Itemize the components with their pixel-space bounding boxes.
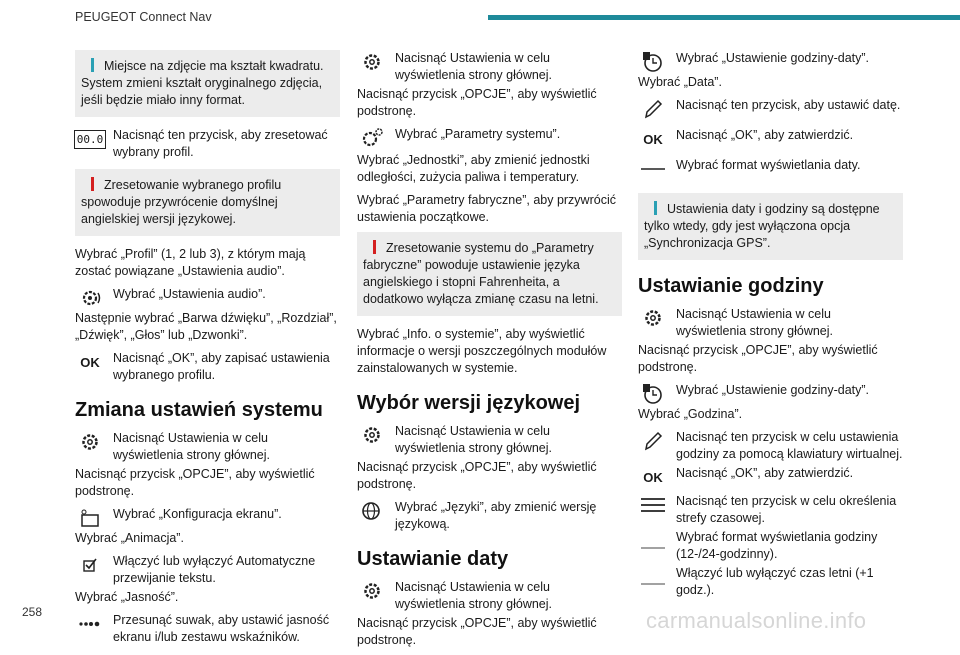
warning-text: Zresetowanie systemu do „Parametry fabryczne” powoduje ustawienie języka angielskiego i stopni Fahrenheita, a dodatkowo wyłącza zmianę czasu na letni. — [363, 241, 599, 306]
step-text: Wybrać „Ustawienia audio”. — [113, 287, 266, 301]
column-1 — [75, 50, 340, 648]
step-dst — [638, 565, 903, 599]
pencil-icon — [638, 98, 668, 120]
step-settings — [357, 579, 622, 613]
step-text: Nacisnąć „OK”, aby zatwierdzić. — [676, 128, 854, 142]
paragraph: Nacisnąć przycisk „OPCJE”, aby wyświetlić podstronę. — [75, 467, 315, 498]
paragraph: Następnie wybrać „Barwa dźwięku”, „Rozdział”, „Dźwięk”, „Głos” lub „Dzwonki”. — [75, 311, 337, 342]
step-format — [638, 157, 903, 179]
step-audio — [75, 286, 340, 308]
gear-icon — [357, 51, 387, 73]
step-scroll — [75, 553, 340, 587]
step-text: Wybrać „Parametry systemu”. — [395, 127, 561, 141]
paragraph: Wybrać „Animacja”. — [75, 531, 184, 545]
paragraph: Wybrać „Jasność”. — [75, 590, 179, 604]
paragraph: Nacisnąć przycisk „OPCJE”, aby wyświetlić podstronę. — [638, 343, 878, 374]
menu-lines-icon — [638, 494, 668, 516]
section-heading: Wybór wersji językowej — [357, 392, 581, 414]
step-reset — [75, 127, 340, 161]
header-title: PEUGEOT Connect Nav — [75, 10, 212, 24]
step-text: Nacisnąć „OK”, aby zatwierdzić. — [676, 466, 854, 480]
clock-calendar-icon — [638, 383, 668, 405]
info-box — [75, 50, 340, 117]
warning-box — [75, 169, 340, 236]
step-text: Nacisnąć Ustawienia w celu wyświetlenia strony głównej. — [395, 51, 553, 82]
gear-icon — [357, 580, 387, 602]
step-settings — [638, 306, 903, 340]
info-marker-icon — [654, 201, 657, 215]
step-text: Wybrać „Języki”, aby zmienić wersję językową. — [395, 500, 597, 531]
step-settings — [357, 423, 622, 457]
step-text: Wybrać format wyświetlania godziny (12-/24-godzinny). — [676, 530, 878, 561]
step-ok — [638, 465, 903, 487]
gear-icon — [638, 307, 668, 329]
column-2 — [357, 50, 622, 655]
paragraph: Wybrać „Godzina”. — [638, 407, 743, 421]
step-ok — [75, 350, 340, 384]
reset-button-icon: 00.0 — [75, 128, 105, 150]
step-datetime — [638, 382, 903, 404]
step-datetime — [638, 50, 903, 72]
step-language — [357, 499, 622, 533]
pencil-icon — [638, 430, 668, 452]
step-text: Wybrać „Ustawienie godziny-daty”. — [676, 51, 870, 65]
step-brightness — [75, 612, 340, 646]
info-text: Ustawienia daty i godziny są dostępne tylko wtedy, gdy jest wyłączona opcja „Synchronizacja GPS”. — [644, 202, 880, 250]
step-screen — [75, 506, 340, 528]
step-pencil — [638, 97, 903, 119]
warning-text: Zresetowanie wybranego profilu spowoduje przywrócenie domyślnej angielskiej wersji językowej. — [81, 178, 282, 226]
step-text: Nacisnąć Ustawienia w celu wyświetlenia strony głównej. — [113, 431, 271, 462]
step-timezone — [638, 493, 903, 527]
paragraph: Nacisnąć przycisk „OPCJE”, aby wyświetlić podstronę. — [357, 87, 597, 118]
info-box — [638, 193, 903, 260]
slider-dots-icon — [75, 613, 105, 635]
ok-icon: OK — [643, 131, 663, 147]
step-text: Nacisnąć Ustawienia w celu wyświetlenia strony głównej. — [676, 307, 834, 338]
step-hour-format — [638, 529, 903, 563]
step-text: Nacisnąć Ustawienia w celu wyświetlenia strony głównej. — [395, 580, 553, 611]
warning-marker-icon — [373, 240, 376, 254]
audio-settings-icon — [75, 287, 105, 309]
screen-brightness-icon — [75, 507, 105, 529]
section-heading: Ustawianie daty — [357, 548, 509, 570]
paragraph: Wybrać „Parametry fabryczne”, aby przywrócić ustawienia początkowe. — [357, 193, 616, 224]
section-heading: Zmiana ustawień systemu — [75, 399, 323, 421]
paragraph: Wybrać „Jednostki”, aby zmienić jednostki odległości, zużycia paliwa i temperatury. — [357, 153, 590, 184]
step-text: Nacisnąć ten przycisk, aby zresetować wybrany profil. — [113, 128, 328, 159]
paragraph: Wybrać „Data”. — [638, 75, 722, 89]
step-text: Włączyć lub wyłączyć czas letni (+1 godz.). — [676, 566, 874, 597]
column-3 — [638, 50, 903, 601]
step-settings — [357, 50, 622, 84]
step-settings — [75, 430, 340, 464]
step-text: Nacisnąć ten przycisk w celu ustawienia godziny za pomocą klawiatury wirtualnej. — [676, 430, 903, 461]
step-ok — [638, 127, 903, 149]
page-number: 258 — [22, 605, 43, 619]
step-text: Przesunąć suwak, aby ustawić jasność ekranu i/lub zestawu wskaźników. — [113, 613, 330, 644]
checkbox-icon — [75, 554, 105, 576]
step-text: Wybrać format wyświetlania daty. — [676, 158, 861, 172]
paragraph: Nacisnąć przycisk „OPCJE”, aby wyświetlić podstronę. — [357, 616, 597, 647]
step-text: Wybrać „Ustawienie godziny-daty”. — [676, 383, 870, 397]
gear-icon — [75, 431, 105, 453]
paragraph: Wybrać „Profil” (1, 2 lub 3), z którym mają zostać powiązane „Ustawienia audio”. — [75, 247, 306, 278]
paragraph: Nacisnąć przycisk „OPCJE”, aby wyświetlić podstronę. — [357, 460, 597, 491]
gear-icon — [357, 424, 387, 446]
warning-marker-icon — [91, 177, 94, 191]
toggle-line-icon — [638, 566, 668, 588]
clock-calendar-icon — [638, 51, 668, 73]
step-text: Nacisnąć „OK”, aby zapisać ustawienia wybranego profilu. — [113, 351, 330, 382]
toggle-line-icon — [638, 530, 668, 552]
info-marker-icon — [91, 58, 94, 72]
paragraph: Wybrać „Info. o systemie”, aby wyświetlić informacje o wersji poszczególnych modułów zainstalowanych w systemie. — [357, 327, 607, 375]
step-params — [357, 126, 622, 148]
info-text: Miejsce na zdjęcie ma kształt kwadratu. System zmieni kształt oryginalnego zdjęcia, jeśli będzie miało inny format. — [81, 59, 324, 107]
ok-icon: OK — [80, 354, 100, 370]
format-line-icon — [638, 158, 668, 180]
section-heading: Ustawianie godziny — [638, 275, 824, 297]
step-text: Wybrać „Konfiguracja ekranu”. — [113, 507, 282, 521]
warning-box — [357, 232, 622, 316]
watermark: carmanualsonline.info — [646, 608, 867, 633]
system-settings-icon — [357, 127, 387, 149]
step-pencil — [638, 429, 903, 463]
header-accent-bar — [488, 15, 960, 20]
step-text: Nacisnąć Ustawienia w celu wyświetlenia strony głównej. — [395, 424, 553, 455]
step-text: Nacisnąć ten przycisk, aby ustawić datę. — [676, 98, 901, 112]
step-text: Włączyć lub wyłączyć Automatyczne przewijanie tekstu. — [113, 554, 316, 585]
ok-icon: OK — [643, 469, 663, 485]
language-icon — [357, 500, 387, 522]
step-text: Nacisnąć ten przycisk w celu określenia strefy czasowej. — [676, 494, 897, 525]
